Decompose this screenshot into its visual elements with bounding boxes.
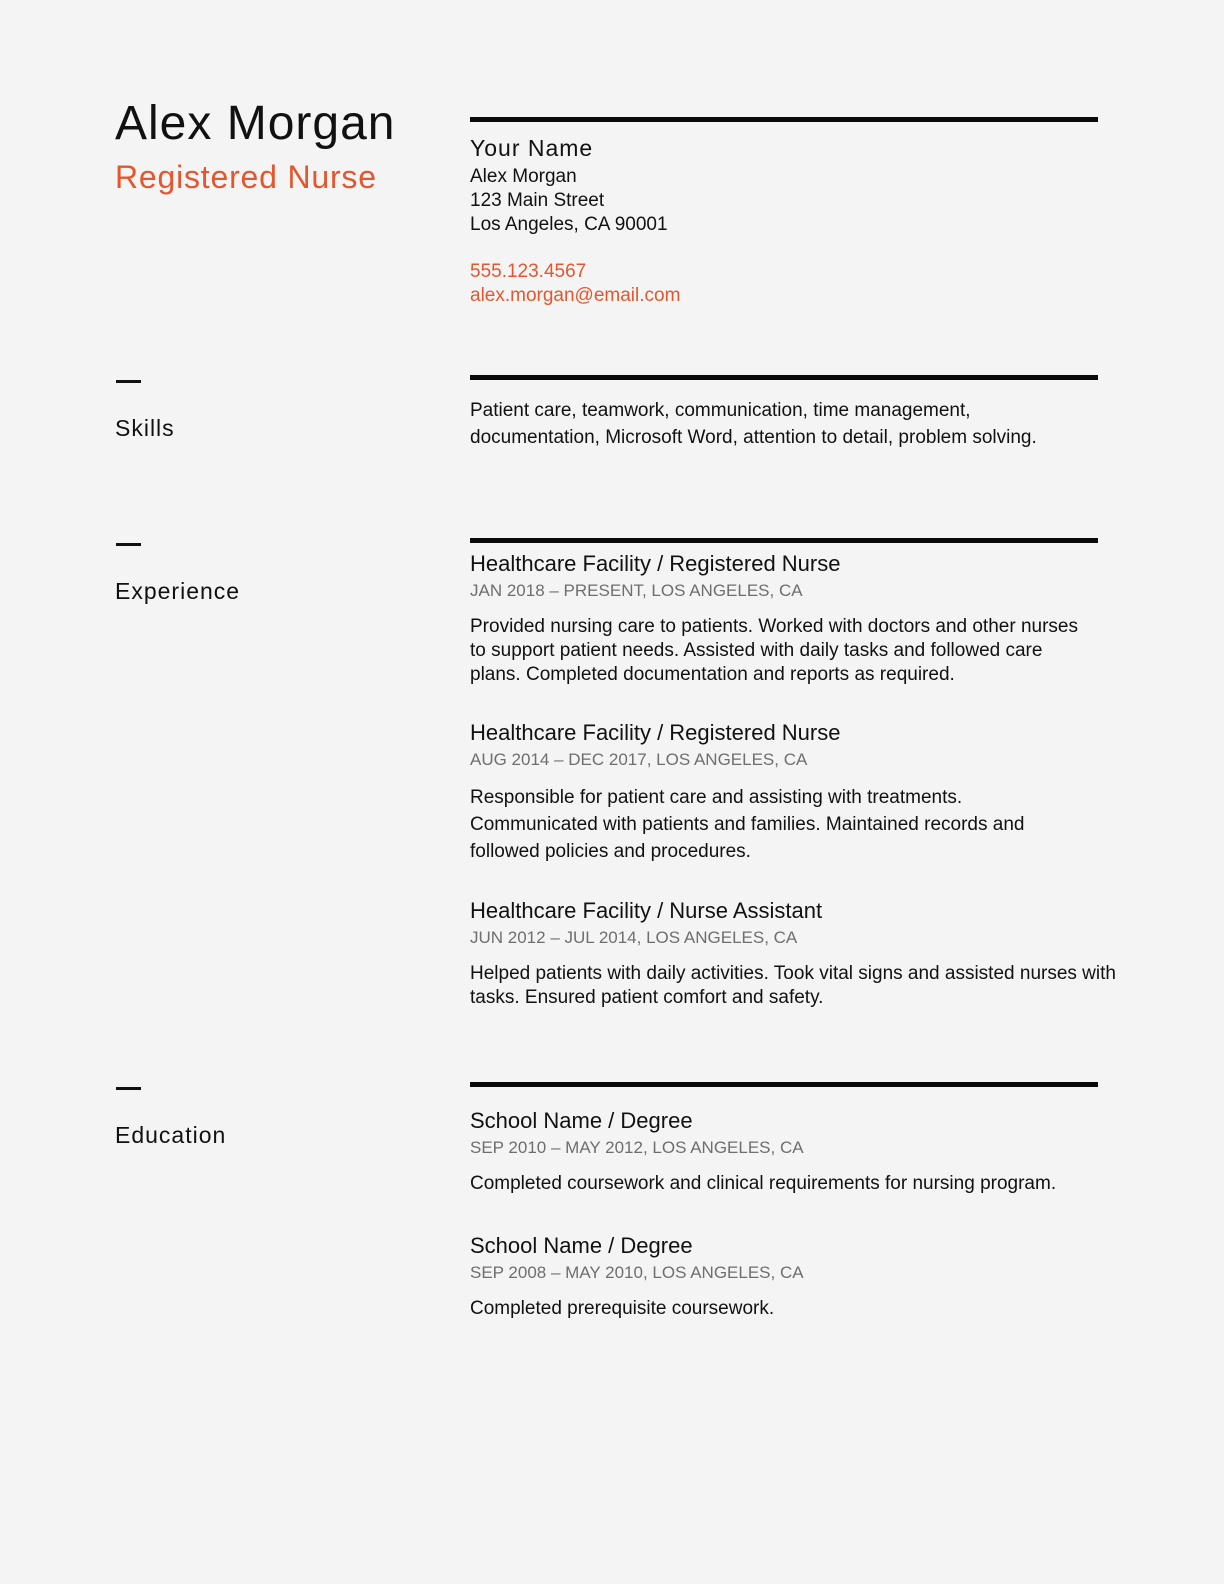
experience-entry-desc: Provided nursing care to patients. Worked with doctors and other nurses to support patient needs. Assisted with daily tasks and followed care plans. Completed documentation and reports as required.	[470, 616, 1078, 685]
experience-entry-desc: Responsible for patient care and assisting with treatments. Communicated with patients and families. Maintained records and followed policies and procedures.	[470, 787, 1025, 862]
resume-name: Alex Morgan	[115, 97, 396, 150]
contact-city: Los Angeles, CA 90001	[470, 214, 668, 235]
education-entry-title: School Name / Degree	[470, 1233, 693, 1258]
experience-title: Experience	[115, 578, 241, 604]
experience-entry-title: Healthcare Facility / Nurse Assistant	[470, 898, 823, 923]
experience-entry-desc: Helped patients with daily activities. Took vital signs and assisted nurses with tasks. Ensured patient comfort and safety.	[470, 963, 1116, 1008]
experience-rule	[470, 538, 1098, 543]
education-entry-1	[470, 1108, 1120, 1196]
education-dash	[116, 1087, 141, 1090]
experience-entry-1	[470, 551, 1120, 687]
experience-entry-title: Healthcare Facility / Registered Nurse	[470, 720, 841, 745]
contact-rule	[470, 117, 1098, 122]
education-entry-title: School Name / Degree	[470, 1108, 693, 1133]
contact-phone[interactable]: 555.123.4567	[470, 261, 587, 282]
contact-heading: Your Name	[470, 135, 594, 161]
experience-entry-title: Healthcare Facility / Registered Nurse	[470, 551, 841, 576]
education-rule	[470, 1082, 1098, 1087]
education-entry-meta: SEP 2008 – MAY 2010, LOS ANGELES, CA	[470, 1263, 804, 1282]
education-entry-meta: SEP 2010 – MAY 2012, LOS ANGELES, CA	[470, 1138, 804, 1157]
skills-text: Patient care, teamwork, communication, time management, documentation, Microsoft Word, attention to detail, problem solving.	[470, 400, 1037, 448]
education-entry-desc: Completed coursework and clinical requirements for nursing program.	[470, 1173, 1057, 1194]
contact-block	[470, 134, 1110, 308]
skills-rule	[470, 375, 1098, 380]
experience-entry-meta: JAN 2018 – PRESENT, LOS ANGELES, CA	[470, 581, 803, 600]
skills-title: Skills	[115, 415, 175, 441]
experience-entry-meta: JUN 2012 – JUL 2014, LOS ANGELES, CA	[470, 928, 798, 947]
contact-name: Alex Morgan	[470, 166, 577, 187]
education-title: Education	[115, 1122, 227, 1148]
contact-email[interactable]: alex.morgan@email.com	[470, 285, 681, 306]
experience-dash	[116, 543, 141, 546]
education-entry-2	[470, 1233, 1120, 1321]
experience-entry-2	[470, 720, 1120, 865]
resume-role: Registered Nurse	[115, 159, 377, 195]
contact-street: 123 Main Street	[470, 190, 605, 211]
experience-entry-meta: AUG 2014 – DEC 2017, LOS ANGELES, CA	[470, 750, 808, 769]
education-entry-desc: Completed prerequisite coursework.	[470, 1298, 775, 1319]
experience-entry-3	[470, 898, 1120, 1010]
skills-dash	[116, 380, 141, 383]
